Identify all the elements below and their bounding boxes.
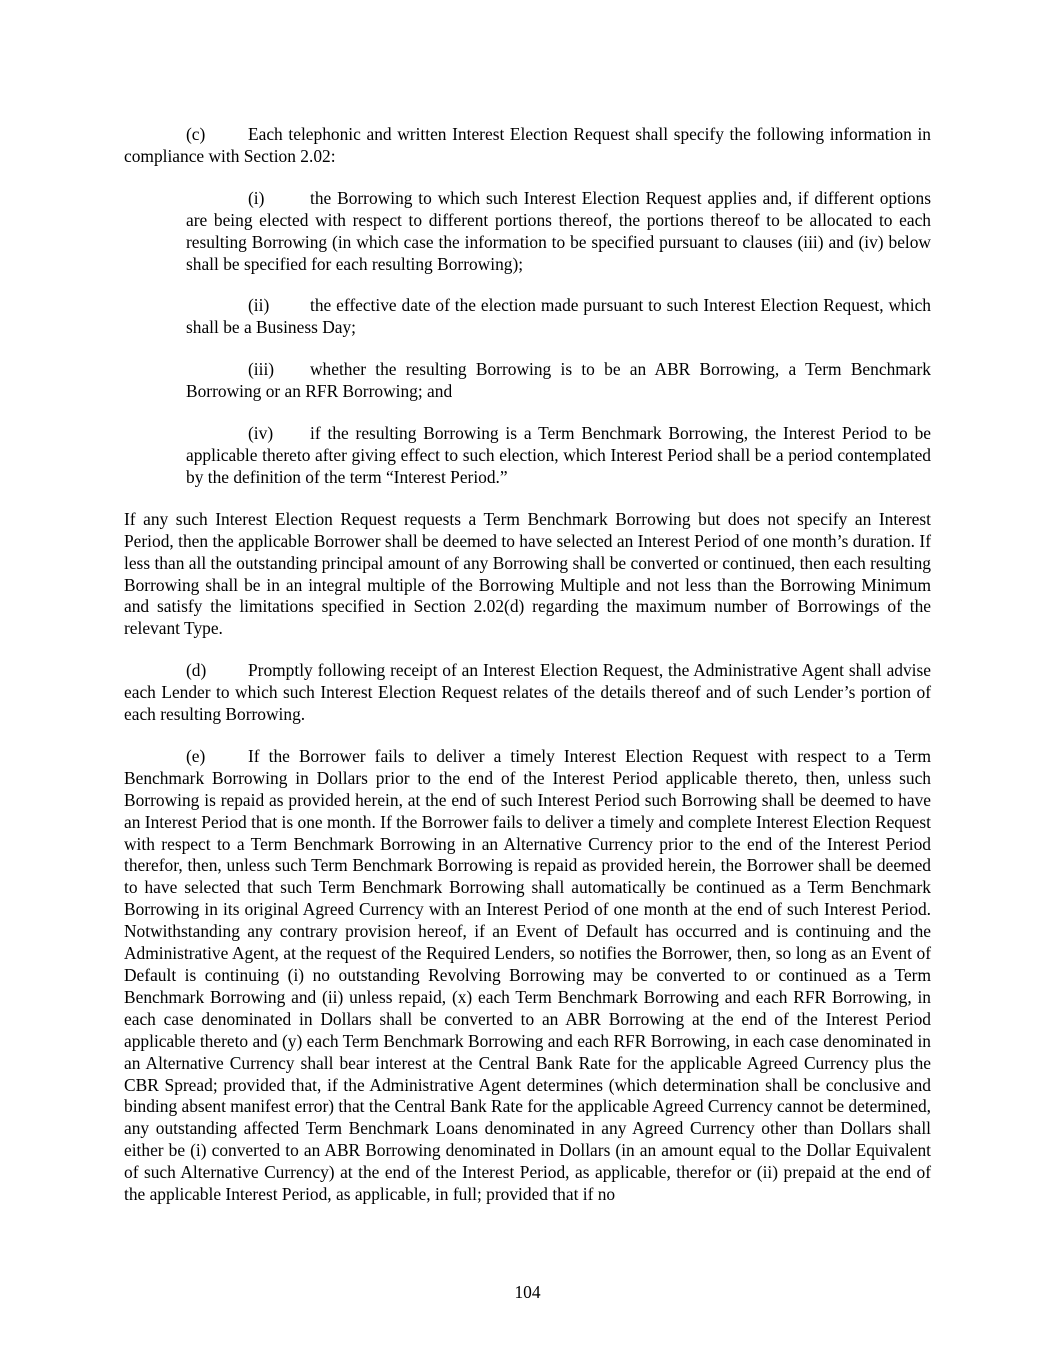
paragraph-e (124, 746, 931, 1206)
clause-text: whether the resulting Borrowing is to be an ABR Borrowing, a Term Benchmark Borrowing or an RFR Borrowing; and (186, 359, 931, 402)
clause-ii (186, 295, 931, 339)
clause-label: (i) (248, 187, 265, 208)
clause-iii (186, 359, 931, 403)
paragraph-label: (e) (186, 745, 206, 766)
paragraph-text: Each telephonic and written Interest Election Request shall specify the following information in compliance with Section 2.02: (124, 124, 931, 166)
paragraph-c (124, 124, 931, 168)
clause-text: the Borrowing to which such Interest Election Request applies and, if different options are being elected with respect to different portions thereof, the portions thereof to be allocated to each resulting Borrowing (in which case the information to be specified pursuant to clauses (iii) and (iv) below shall be specified for each resulting Borrowing); (186, 187, 931, 274)
paragraph-label: (c) (186, 124, 206, 144)
paragraph-continuation: If any such Interest Election Request requests a Term Benchmark Borrowing but does not specify an Interest Period, then the applicable Borrower shall be deemed to have selected an Interest Period of one month’s duration. If less than all the outstanding principal amount of any Borrowing shall be converted or continued, then each resulting Borrowing shall be in an integral multiple of the Borrowing Multiple and not less than the Borrowing Minimum and satisfy the limitations specified in Section 2.02(d) regarding the maximum number of Borrowings of the relevant Type. (124, 508, 931, 639)
paragraph-label: (d) (186, 660, 207, 681)
clause-text: if the resulting Borrowing is a Term Benchmark Borrowing, the Interest Period to be applicable thereto after giving effect to such election, which Interest Period shall be a period contemplated by the definition of the term “Interest Period.” (186, 423, 931, 487)
clause-text: the effective date of the election made pursuant to such Interest Election Request, which shall be a Business Day; (186, 295, 931, 338)
paragraph-text: If the Borrower fails to deliver a timely Interest Election Request with respect to a Term Benchmark Borrowing in Dollars prior to the end of the Interest Period applicable thereto, then, unless such Borrowing is repaid as provided herein, at the end of such Interest Period such Borrowing shall be deemed to have an Interest Period that is one month. If the Borrower fails to deliver a timely and complete Interest Election Request with respect to a Term Benchmark Borrowing in an Alternative Currency prior to the end of the Interest Period therefor, then, unless such Term Benchmark Borrowing is repaid as provided herein, the Borrower shall be deemed to have selected that such Term Benchmark Borrowing shall automatically be continued as a Term Benchmark Borrowing in its original Agreed Currency with an Interest Period of one month at the end of such Interest Period. Notwithstanding any contrary provision hereof, if an Event of Default has occurred and is continuing and the Administrative Agent, at the request of the Required Lenders, so notifies the Borrower, then, so long as an Event of Default is continuing (i) no outstanding Revolving Borrowing may be converted to or continued as a Term Benchmark Borrowing and (ii) unless repaid, (x) each Term Benchmark Borrowing and each RFR Borrowing, in each case denominated in Dollars shall be converted to an ABR Borrowing at the end of the Interest Period applicable thereto and (y) each Term Benchmark Borrowing and each RFR Borrowing, in each case denominated in an Alternative Currency shall bear interest at the Central Bank Rate for the applicable Agreed Currency plus the CBR Spread; provided that, if the Administrative Agent determines (which determination shall be conclusive and binding absent manifest error) that the Central Bank Rate for the applicable Agreed Currency cannot be determined, any outstanding affected Term Benchmark Loans denominated in any Agreed Currency other than Dollars shall either be (i) converted to an ABR Borrowing denominated in Dollars (in an amount equal to the Dollar Equivalent of such Alternative Currency) at the end of the Interest Period, as applicable, therefor or (ii) prepaid at the end of the applicable Interest Period, as applicable, in full; provided that if no (124, 745, 931, 1205)
document-page (124, 124, 931, 1206)
clause-i (186, 188, 931, 276)
page-number: 104 (514, 1282, 541, 1302)
clause-label: (iii) (248, 359, 275, 380)
clause-label: (iv) (248, 423, 274, 444)
clause-iv (186, 423, 931, 489)
clause-label: (ii) (248, 295, 270, 316)
paragraph-text: Promptly following receipt of an Interest Election Request, the Administrative Agent shall advise each Lender to which such Interest Election Request relates of the details thereof and of such Lender’s portion of each resulting Borrowing. (124, 660, 931, 725)
paragraph-d (124, 660, 931, 726)
